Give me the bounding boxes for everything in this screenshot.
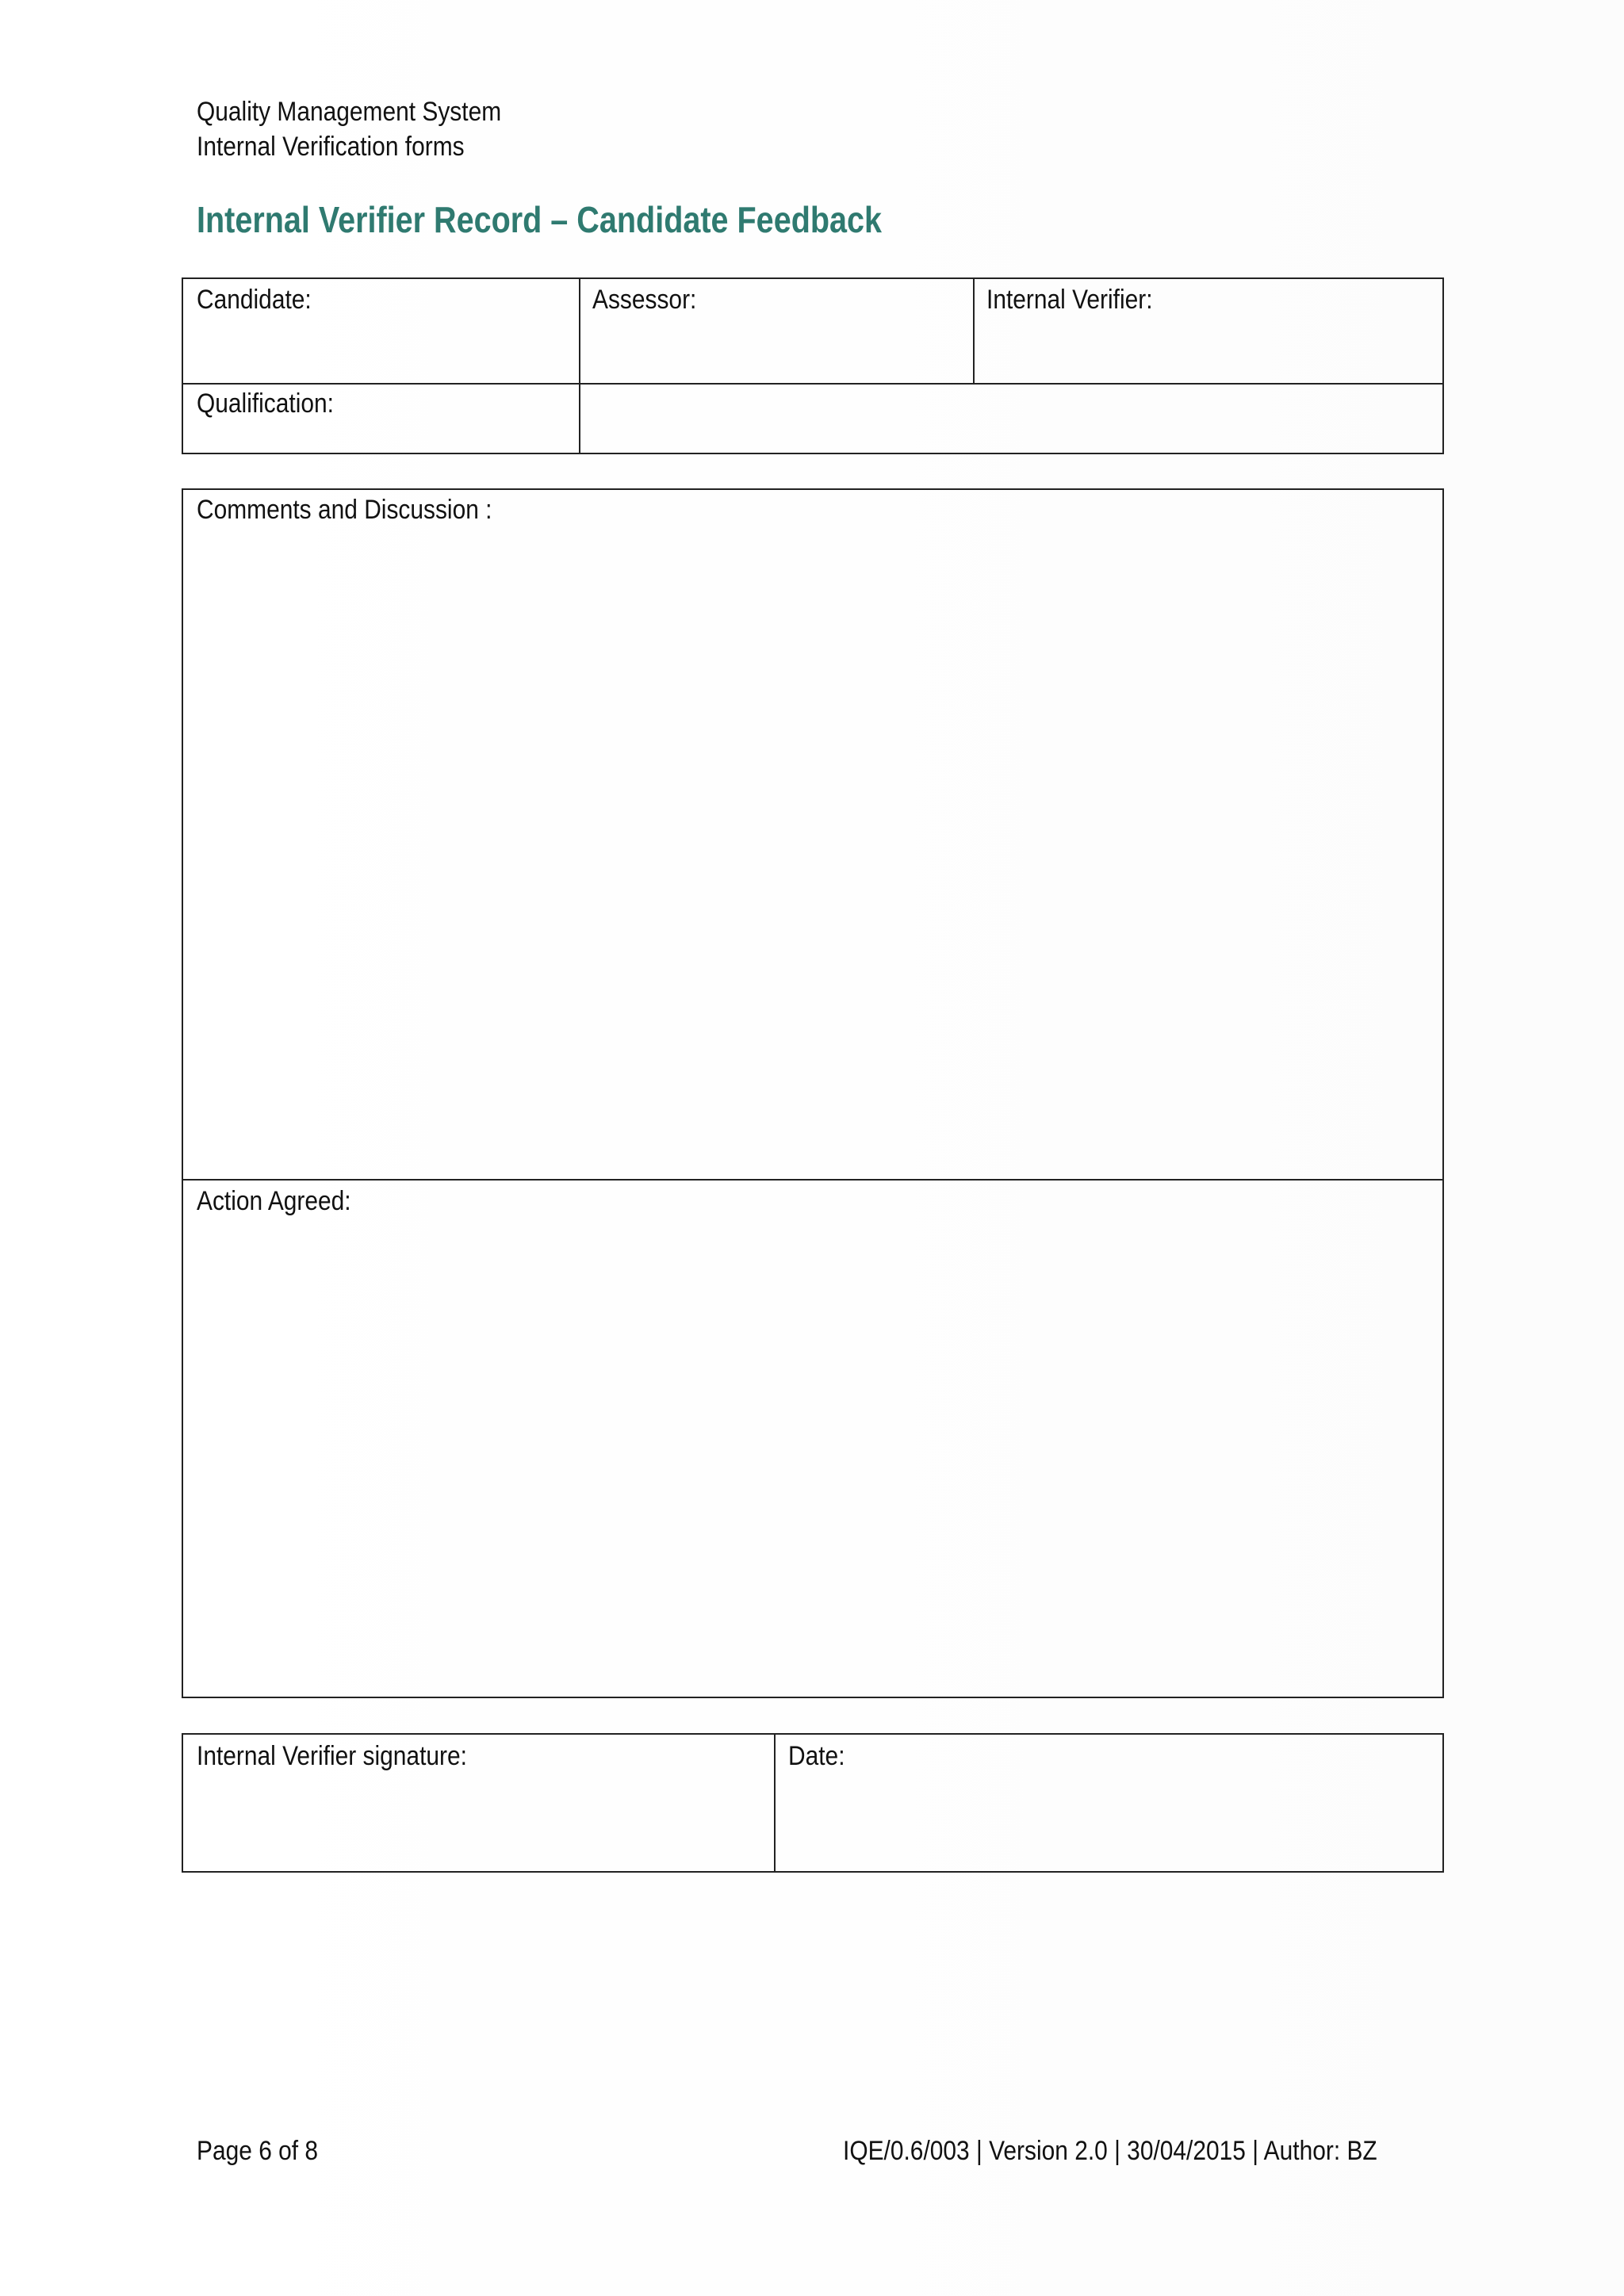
action-agreed-field[interactable] [185, 1223, 1441, 1695]
date-field[interactable] [777, 1774, 1441, 1869]
details-table [182, 277, 1444, 454]
assessor-field[interactable] [582, 281, 971, 381]
date-label: Date: [788, 1741, 845, 1771]
footer-page-number: Page 6 of 8 [197, 2136, 319, 2166]
details-divider-1 [579, 279, 580, 453]
header-system-name: Quality Management System [197, 97, 502, 127]
qualification-label: Qualification: [197, 388, 334, 419]
candidate-field[interactable] [185, 281, 577, 381]
signature-table [182, 1733, 1444, 1873]
action-agreed-label: Action Agreed: [197, 1186, 351, 1216]
page-title: Internal Verifier Record – Candidate Feedback [197, 199, 883, 240]
internal-verifier-field[interactable] [976, 281, 1441, 381]
candidate-label: Candidate: [197, 285, 312, 315]
internal-verifier-label: Internal Verifier: [986, 285, 1153, 315]
signature-field[interactable] [185, 1774, 772, 1869]
details-divider-2 [973, 279, 975, 384]
details-row-divider [183, 383, 1442, 385]
footer-document-reference: IQE/0.6/003 | Version 2.0 | 30/04/2015 | Author: BZ [843, 2136, 1377, 2166]
comments-label: Comments and Discussion : [197, 495, 492, 525]
discussion-table [182, 488, 1444, 1698]
signature-divider [774, 1735, 776, 1871]
assessor-label: Assessor: [592, 285, 697, 315]
comments-field[interactable] [185, 531, 1441, 1177]
discussion-row-divider [183, 1179, 1442, 1181]
signature-label: Internal Verifier signature: [197, 1741, 467, 1771]
qualification-field[interactable] [582, 386, 1441, 451]
header-form-group: Internal Verification forms [197, 132, 465, 162]
